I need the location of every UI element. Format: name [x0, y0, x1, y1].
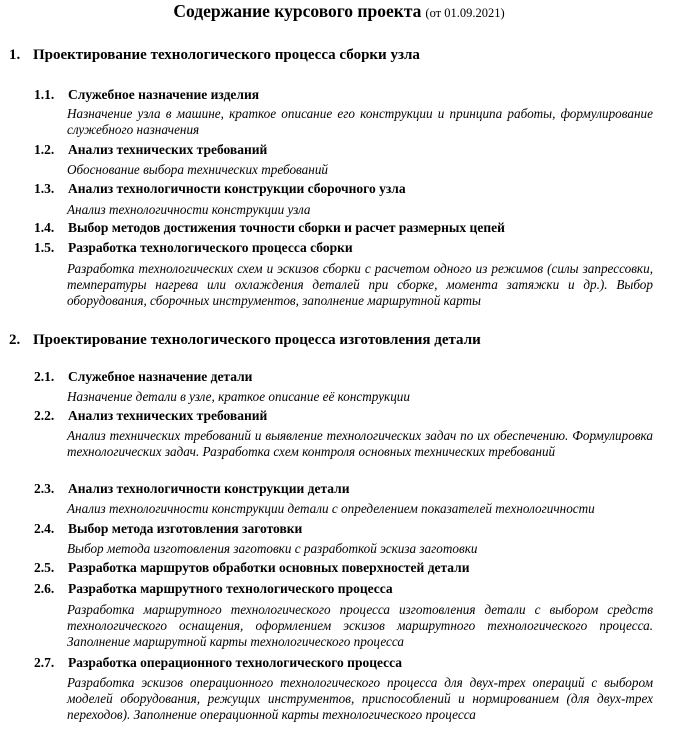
section-title: Проектирование технологического процесса сборки узла [33, 47, 420, 63]
subsection-title: Анализ технологичности конструкции детали [68, 481, 350, 496]
subsection-number: 2.4. [34, 521, 55, 536]
section-number: 1. [9, 47, 21, 63]
section-title: Проектирование технологического процесса изготовления детали [33, 332, 481, 348]
section-number: 2. [9, 332, 21, 348]
subsection-title: Разработка операционного технологического процесса [68, 655, 403, 670]
subsection-number: 1.1. [34, 87, 55, 102]
subsection-description: Разработка маршрутного технологического процесса изготовления детали с выбором средств технологического оснащения, оформлением эскизов маршрутного технологического процесса. Заполнение маршрутной карты технологического процесса [67, 602, 653, 649]
subsection-description: Обоснование выбора технических требований [67, 162, 329, 177]
subsection-number: 2.7. [34, 655, 55, 670]
subsection-number: 2.1. [34, 369, 55, 384]
subsection-title: Разработка маршрутного технологического процесса [68, 581, 393, 596]
subsection-number: 2.3. [34, 481, 55, 496]
subsection-description: Анализ технологичности конструкции узла [67, 202, 311, 217]
subsection-number: 2.5. [34, 560, 55, 575]
subsection-number: 1.2. [34, 142, 55, 157]
subsection-number: 2.2. [34, 408, 55, 423]
subsection-title: Анализ технических требований [68, 408, 268, 423]
subsection-description: Назначение детали в узле, краткое описание её конструкции [67, 389, 410, 404]
subsection-number: 1.3. [34, 181, 55, 196]
subsection-title: Анализ технологичности конструкции сборочного узла [68, 181, 406, 196]
subsection-description: Разработка эскизов операционного технологического процесса для двух-трех операций с выбором моделей оборудования, режущих инструментов, приспособлений и нормированием (для двух-трех переходов). Заполнение операционной карты технологического процесса [67, 675, 653, 722]
subsection-title: Выбор методов достижения точности сборки и расчет размерных цепей [68, 220, 505, 235]
title-date: (от 01.09.2021) [425, 6, 505, 20]
title-main: Содержание курсового проекта [173, 1, 422, 21]
subsection-description: Выбор метода изготовления заготовки с разработкой эскиза заготовки [67, 541, 478, 556]
subsection-title: Разработка технологического процесса сборки [68, 240, 353, 255]
subsection-description: Анализ технологичности конструкции детали с определением показателей технологичности [67, 501, 595, 516]
document-title [0, 1, 678, 22]
subsection-number: 2.6. [34, 581, 55, 596]
subsection-description: Назначение узла в машине, краткое описание его конструкции и принципа работы, формулирование служебного назначения [67, 106, 653, 137]
subsection-description: Разработка технологических схем и эскизов сборки с расчетом одного из режимов (силы запрессовки, температуры нагрева или охлаждения деталей при сборке, момента затяжки и др.). Выбор оборудования, сборочных инструментов, заполнение маршрутной карты [67, 261, 653, 308]
subsection-title: Выбор метода изготовления заготовки [68, 521, 303, 536]
subsection-number: 1.5. [34, 240, 55, 255]
subsection-number: 1.4. [34, 220, 55, 235]
subsection-description: Анализ технических требований и выявление технологических задач по их обеспечению. Формулировка технологических задач. Разработка схем контроля основных технических требований [67, 428, 653, 459]
subsection-title: Служебное назначение изделия [68, 87, 260, 102]
subsection-title: Анализ технических требований [68, 142, 268, 157]
subsection-title: Разработка маршрутов обработки основных поверхностей детали [68, 560, 470, 575]
subsection-title: Служебное назначение детали [68, 369, 253, 384]
